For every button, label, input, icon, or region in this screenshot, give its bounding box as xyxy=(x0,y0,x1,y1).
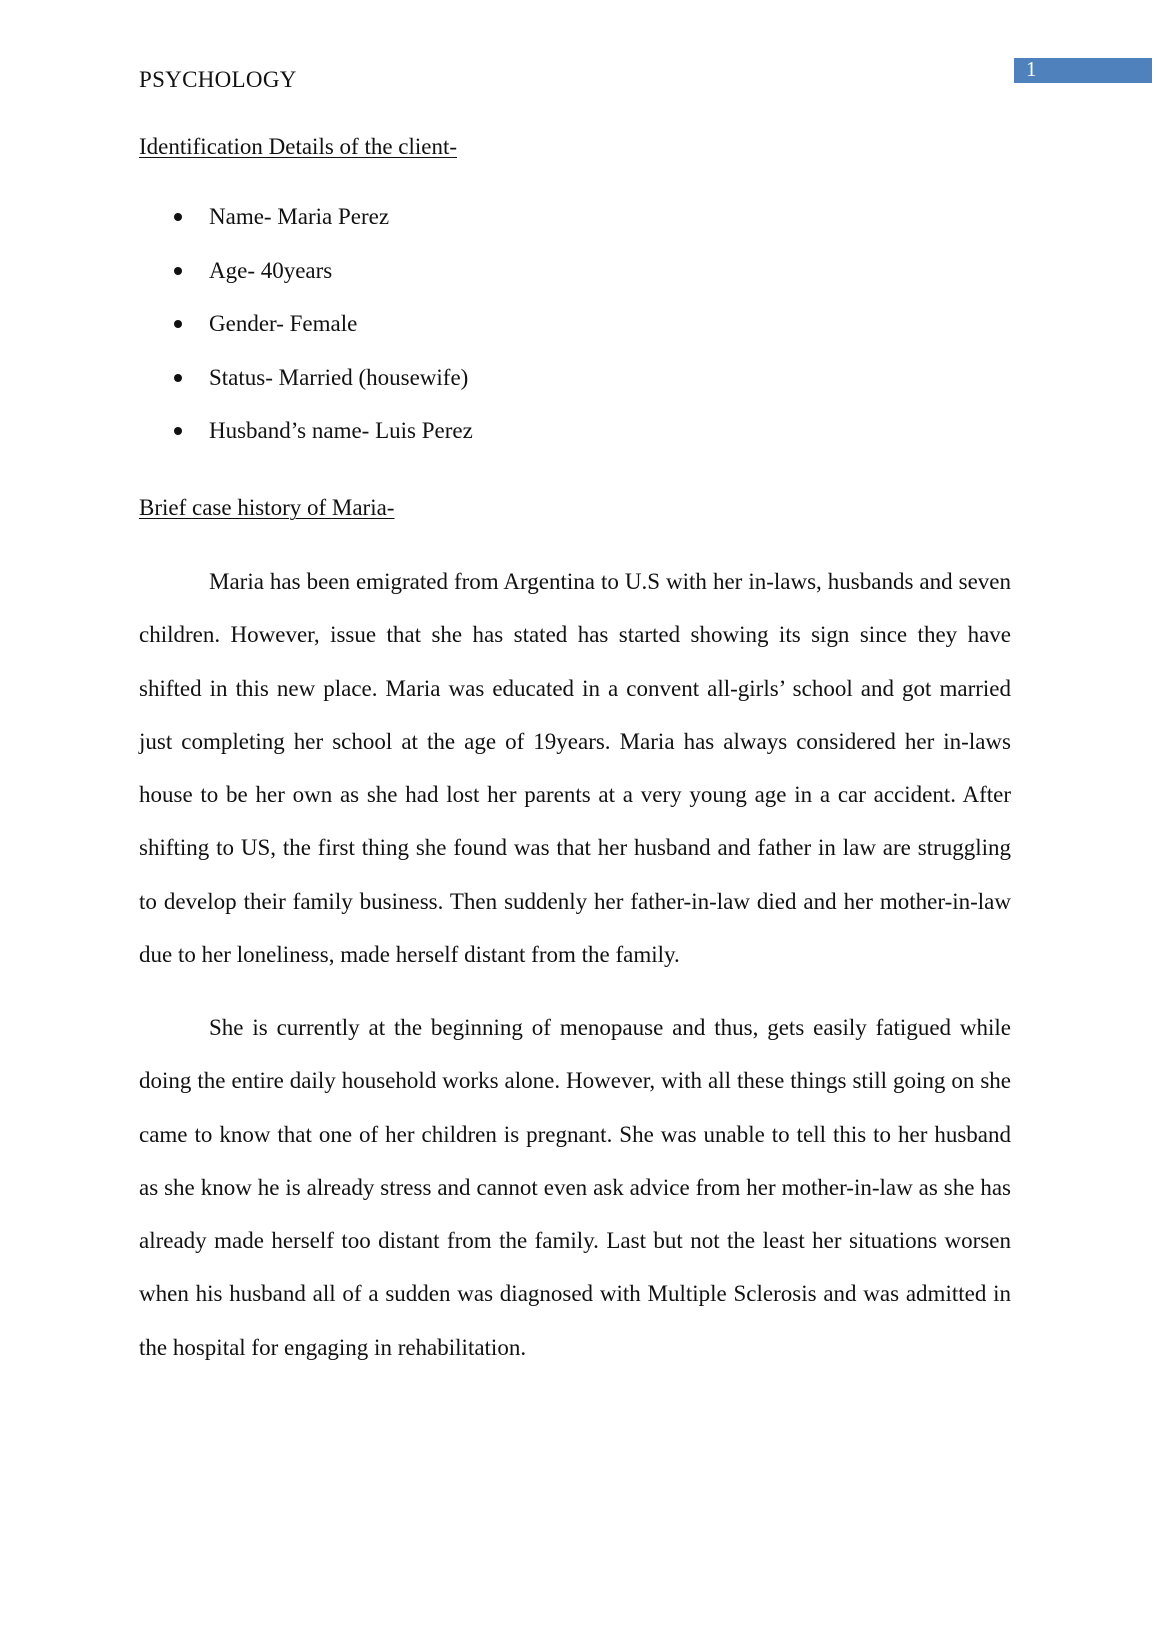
bullet-icon xyxy=(174,320,182,328)
case-history-paragraph-2: She is currently at the beginning of menopause and thus, gets easily fatigued while doing the entire daily household works alone. However, with all these things still going on she came to know that one of her children is pregnant. She was unable to tell this to her husband as she know he is already stress and cannot even ask advice from her mother-in-law as she has already made herself too distant from the family. Last but not the least her situations worsen when his husband all of a sudden was diagnosed with Multiple Sclerosis and was admitted in the hospital for engaging in rehabilitation. xyxy=(139,1015,1011,1360)
list-item-text: Age- 40years xyxy=(209,257,333,283)
running-head: PSYCHOLOGY xyxy=(139,67,297,92)
list-item-text: Name- Maria Perez xyxy=(209,204,390,229)
identification-heading: Identification Details of the client- xyxy=(139,134,458,159)
page-number-badge xyxy=(1014,58,1152,83)
page-number: 1 xyxy=(1026,57,1037,81)
bullet-icon xyxy=(174,213,182,221)
bullet-icon xyxy=(174,427,182,435)
list-item-text: Status- Married (housewife) xyxy=(209,364,469,390)
list-item-text: Gender- Female xyxy=(209,311,358,336)
case-history-paragraph-1: Maria has been emigrated from Argentina to U.S with her in-laws, husbands and seven children. However, issue that she has stated has started showing its sign since they have shifted in this new place. Maria was educated in a convent all-girls’ school and got married just completing her school at the age of 19years. Maria has always considered her in-laws house to be her own as she had lost her parents at a very young age in a car accident. After shifting to US, the first thing she found was that her husband and father in law are struggling to develop their family business. Then suddenly her father-in-law died and her mother-in-law due to her loneliness, made herself distant from the family. xyxy=(139,569,1011,968)
bullet-icon xyxy=(174,374,182,382)
bullet-icon xyxy=(174,267,182,275)
list-item-text: Husband’s name- Luis Perez xyxy=(209,418,473,443)
case-history-heading: Brief case history of Maria- xyxy=(139,495,395,520)
